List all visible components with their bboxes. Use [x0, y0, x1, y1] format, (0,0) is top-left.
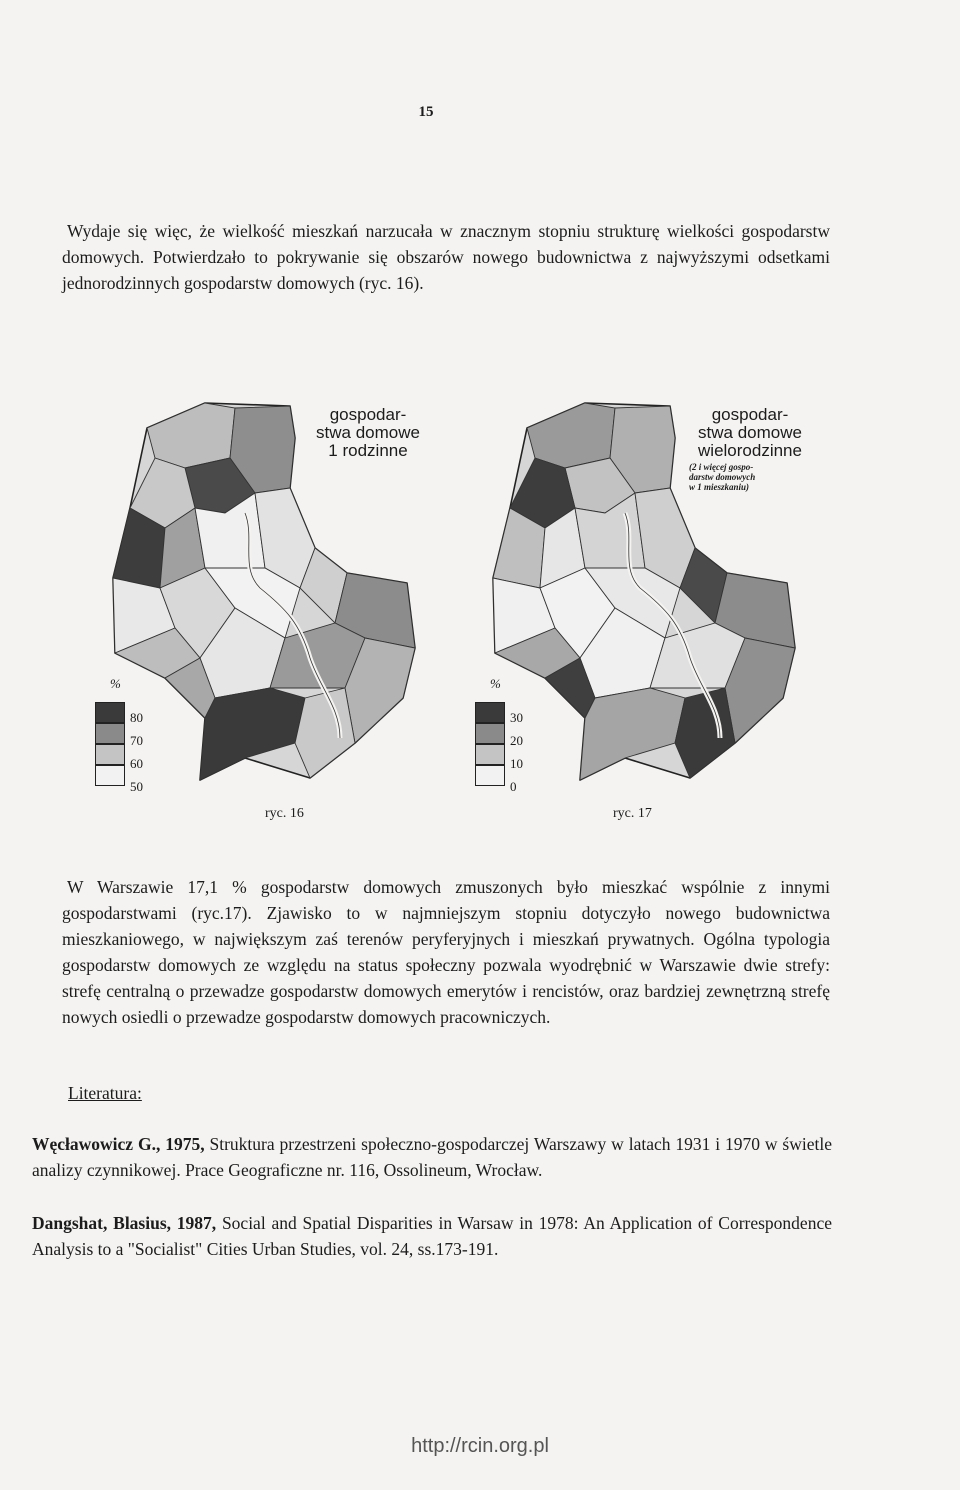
- footer-url[interactable]: http://rcin.org.pl: [411, 1435, 549, 1457]
- legend-level: 80: [130, 710, 143, 725]
- reference-item: [32, 1131, 832, 1183]
- legend-swatch: [475, 744, 505, 765]
- legend-swatch: [475, 765, 505, 786]
- paragraph-intro: Wydaje się więc, że wielkość mieszkań narzucała w znacznym stopniu strukturę wielkości gospodarstw domowych. Potwierdzało to pokrywanie się obszarów nowego budownictwa z najwyższymi odsetkami jednorodzinnych gospodarstw domowych (ryc. 16).: [62, 221, 830, 293]
- legend-level: 20: [510, 733, 523, 748]
- legend-level: 60: [130, 756, 143, 771]
- legend-swatch: [475, 723, 505, 744]
- reference-item: [32, 1210, 832, 1262]
- reference-authors: Dangshat, Blasius, 1987,: [32, 1213, 217, 1233]
- legend-percent-label: %: [110, 676, 121, 691]
- figure-ryc-17: [465, 398, 825, 821]
- figure-ryc-16: [85, 398, 445, 821]
- legend-swatch: [95, 723, 125, 744]
- figure-caption: ryc. 16: [265, 806, 304, 821]
- legend-level: 50: [130, 779, 143, 794]
- map-title: gospodar- stwa domowe 1 rodzinne: [303, 406, 433, 460]
- reference-text: Social and Spatial Disparities in Warsaw in 1978: An Application of Correspondence Analysis to a "Socialist" Cities Urban Studies, vol. 24, ss.173-191.: [32, 1213, 832, 1259]
- map-note: (2 i więcej gospo- darstw domowych w 1 mieszkaniu): [689, 462, 809, 492]
- page-number: 15: [418, 104, 434, 120]
- legend-level: 70: [130, 733, 143, 748]
- reference-authors: Węcławowicz G., 1975,: [32, 1134, 205, 1154]
- figure-caption: ryc. 17: [613, 806, 652, 821]
- reference-text: Struktura przestrzeni społeczno-gospodarczej Warszawy w latach 1931 i 1970 w świetle analizy czynnikowej. Prace Geograficzne nr. 116, Ossolineum, Wrocław.: [32, 1134, 832, 1180]
- legend-swatch: [95, 702, 125, 723]
- literature-heading: Literatura:: [68, 1083, 142, 1103]
- legend-swatch: [475, 702, 505, 723]
- legend-swatch: [95, 765, 125, 786]
- legend-level: 10: [510, 756, 523, 771]
- legend-level: 0: [510, 779, 517, 794]
- paragraph-main: W Warszawie 17,1 % gospodarstw domowych zmuszonych było mieszkać wspólnie z innymi gospodarstwami (ryc.17). Zjawisko to w najmniejszym stopniu dotyczyło nowego budownictwa mieszkaniowego, w największym zaś terenów peryferyjnych i mieszkań prywatnych. Ogólna typologia gospodarstw domowych ze względu na status społeczny pozwala wyodrębnić w Warszawie dwie strefy: strefę centralną o przewadze gospodarstw domowych emerytów i rencistów, oraz bardziej zewnętrzną strefę nowych osiedli o przewadze gospodarstw domowych pracowniczych.: [62, 877, 830, 1027]
- legend-level: 30: [510, 710, 523, 725]
- legend-swatch: [95, 744, 125, 765]
- legend-percent-label: %: [490, 676, 501, 691]
- map-title: gospodar- stwa domowe wielorodzinne: [683, 406, 817, 460]
